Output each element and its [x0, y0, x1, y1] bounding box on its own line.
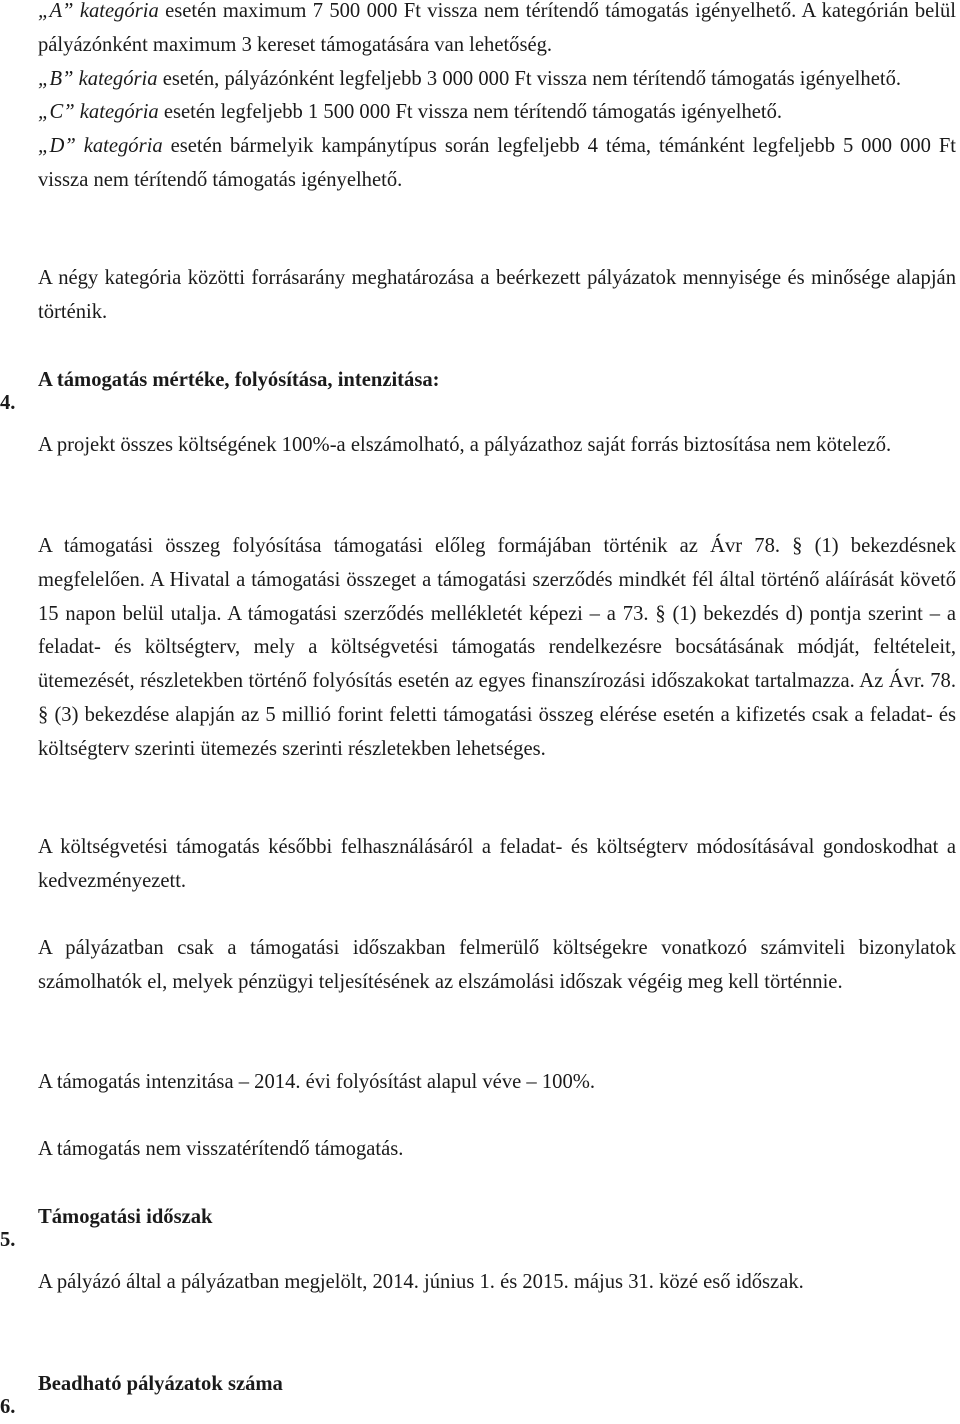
category-list — [38, 0, 956, 198]
category-c-name: „C” kategória — [38, 101, 159, 124]
category-b-paragraph — [38, 63, 956, 97]
section-6-title: Beadható pályázatok száma — [38, 1373, 283, 1395]
section-4-p5 — [38, 1066, 956, 1100]
category-b-text: esetén, pályázónként legfeljebb 3 000 000 Ft vissza nem térítendő támogatás igényelhető. — [157, 67, 902, 90]
category-a-text: esetén maximum 7 500 000 Ft vissza nem térítendő támogatás igényelhető. A kategórián belül pályázónként maximum 3 kereset támogatására van lehetőség. — [38, 0, 957, 56]
section-5-number: 5. — [0, 1229, 16, 1251]
section-4-heading — [0, 363, 440, 414]
section-6-heading — [0, 1367, 283, 1418]
category-d-name: „D” kategória — [38, 135, 163, 158]
section-6-number: 6. — [0, 1396, 16, 1418]
forrasarany-paragraph: A négy kategória közötti forrásarány meghatározása a beérkezett pályázatok mennyisége és minősége alapján történik. — [38, 267, 956, 323]
section-4-p1 — [38, 429, 956, 463]
paragraph: A projekt összes költségének 100%-a elszámolható, a pályázathoz saját forrás biztosítása nem kötelező. — [38, 434, 892, 456]
paragraph: A támogatás nem visszatérítendő támogatás. — [38, 1138, 404, 1160]
section-4-title: A támogatás mértéke, folyósítása, intenzitása: — [38, 369, 440, 391]
category-c-paragraph — [38, 96, 956, 130]
section-5-title: Támogatási időszak — [38, 1206, 213, 1228]
category-c-text: esetén legfeljebb 1 500 000 Ft vissza nem térítendő támogatás igényelhető. — [158, 101, 783, 124]
category-d-text: esetén bármelyik kampánytípus során legfeljebb 4 téma, témánként legfeljebb 5 000 000 Ft vissza nem térítendő támogatás igényelhető. — [38, 135, 956, 191]
section-4-number: 4. — [0, 392, 16, 414]
paragraph: A pályázatban csak a támogatási időszakban felmerülő költségekre vonatkozó számviteli bizonylatok számolhatók el, melyek pénzügyi teljesítésének az elszámolási időszak végéig meg kell történnie. — [38, 937, 956, 993]
paragraph: A költségvetési támogatás későbbi felhasználásáról a feladat- és költségterv módosításával gondoskodhat a kedvezményezett. — [38, 836, 956, 892]
section-5-p1 — [38, 1266, 956, 1300]
category-b-name: „B” kategória — [38, 67, 158, 90]
paragraph: A pályázó által a pályázatban megjelölt, 2014. június 1. és 2015. május 31. közé eső időszak. — [38, 1271, 804, 1293]
section-4-p3 — [38, 831, 956, 899]
category-d-paragraph — [38, 130, 956, 198]
section-5-heading — [0, 1200, 213, 1251]
section-4-p2 — [38, 530, 956, 767]
section-4-p6 — [38, 1133, 956, 1167]
paragraph: A támogatás intenzitása – 2014. évi folyósítást alapul véve – 100%. — [38, 1071, 596, 1093]
paragraph: A támogatási összeg folyósítása támogatási előleg formájában történik az Ávr 78. § (1) bekezdésnek megfelelően. A Hivatal a támogatási összeget a támogatási szerződés mindkét fél által történő aláírását követő 15 napon belül utalja. A támogatási szerződés mellékletét képezi – a 73. § (1) bekezdés d) pontja szerint – a feladat- és költségterv, mely a költségvetési támogatás rendelkezésre bocsátásának módját, feltételeit, ütemezését, részletekben történő folyósítás esetén az egyes finanszírozási időszakokat tartalmazza. Az Ávr. 78. § (3) bekezdése alapján az 5 millió forint feletti támogatási összeg elérése esetén a kifizetés csak a feladat- és költségterv szerinti ütemezés szerinti részletekben lehetséges. — [38, 535, 956, 760]
forrasarany-block — [38, 262, 956, 330]
section-4-p4 — [38, 932, 956, 1000]
category-a-name: „A” kategória — [38, 0, 159, 22]
category-a-paragraph — [38, 0, 956, 63]
